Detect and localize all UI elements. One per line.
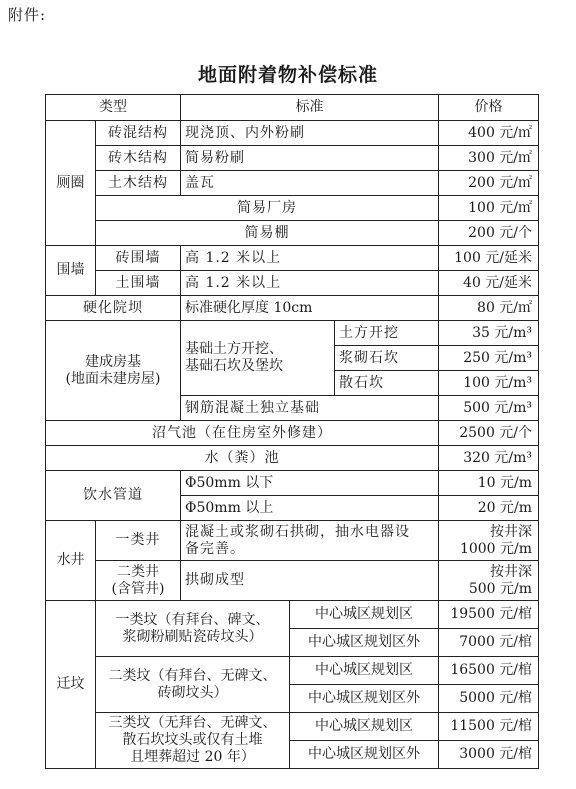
row-price: 80 元/㎡ (439, 296, 539, 321)
grave-zone: 中心城区规划区外 (290, 741, 439, 769)
row-label: 简易厂房 (96, 196, 439, 221)
row-standard: 拱砌成型 (181, 561, 439, 601)
grave-class (96, 713, 290, 769)
row-standard: Φ50mm 以上 (181, 496, 439, 521)
grave-zone: 中心城区规划区外 (290, 685, 439, 713)
group-label-wall: 围墙 (46, 246, 96, 296)
row-label: 简易棚 (96, 221, 439, 246)
row-price: 16500 元/棺 (439, 657, 539, 685)
row-standard: 现浇顶、内外粉刷 (181, 121, 439, 146)
grave-class (96, 657, 290, 713)
row-price (439, 561, 539, 601)
row-standard: 盖瓦 (181, 171, 439, 196)
row-price: 200 元/㎡ (439, 171, 539, 196)
table-row (46, 471, 539, 496)
foundation-line1: 建成房基 (85, 353, 141, 370)
well2-type-line2: (含管井) (111, 580, 165, 597)
well1-standard-line1: 混凝土或浆砌石拱砌，抽水电器设 (185, 523, 410, 540)
document-title: 地面附着物补偿标准 (197, 64, 378, 86)
table-row (46, 446, 539, 471)
row-type: 土围墙 (96, 271, 181, 296)
row-price: 500 元/m³ (439, 396, 539, 421)
grave-class-line: 二类坟（有拜台、无碑文、 (108, 667, 277, 684)
header-price: 价格 (439, 95, 539, 121)
row-standard: 高 1.2 米以上 (181, 246, 439, 271)
row-price: 35 元/m³ (439, 321, 539, 346)
row-type: 硬化院坝 (46, 296, 181, 321)
row-type (96, 561, 181, 601)
row-standard: Φ50mm 以下 (181, 471, 439, 496)
row-type: 砖木结构 (96, 146, 181, 171)
table-row (46, 657, 539, 685)
grave-zone: 中心城区规划区 (290, 713, 439, 741)
table-row (46, 561, 539, 601)
row-price: 320 元/m³ (439, 446, 539, 471)
row-price: 3000 元/棺 (439, 741, 539, 769)
row-price: 400 元/㎡ (439, 121, 539, 146)
row-price: 2500 元/个 (439, 421, 539, 446)
row-standard: 标准硬化厚度 10cm (181, 296, 439, 321)
grave-class-line: 砖砌坟头） (157, 684, 228, 701)
row-price (439, 521, 539, 561)
table-header-row (46, 95, 539, 121)
table-row (46, 246, 539, 271)
well1-price-line2: 1000 元/m (459, 540, 533, 557)
row-label: 沼气池（在住房室外修建） (46, 421, 439, 446)
grave-class-line: 一类坟（有拜台、碑文、 (115, 611, 270, 628)
foundation-sub-line2: 基础石坎及堡坎 (185, 358, 283, 374)
row-item: 浆砌石坎 (335, 346, 439, 371)
foundation-subgroup (181, 321, 335, 396)
header-standard: 标准 (181, 95, 439, 121)
table-row (46, 196, 539, 221)
row-item: 散石坎 (335, 371, 439, 396)
table-row (46, 321, 539, 346)
table-row (46, 713, 539, 741)
foundation-line2: (地面未建房屋) (65, 370, 161, 387)
grave-class (96, 601, 290, 657)
grave-class-line: 散石坎坟头或仅有土堆 (122, 732, 263, 748)
row-standard (181, 521, 439, 561)
table-row (46, 171, 539, 196)
row-price: 11500 元/棺 (439, 713, 539, 741)
group-label-toilet: 厕圈 (46, 121, 96, 246)
table-row (46, 121, 539, 146)
table-row (46, 296, 539, 321)
row-standard: 简易粉刷 (181, 146, 439, 171)
group-label-water-pipe: 饮水管道 (46, 471, 181, 521)
row-price: 10 元/m (439, 471, 539, 496)
table-row (46, 421, 539, 446)
row-type: 土木结构 (96, 171, 181, 196)
group-label-foundation (46, 321, 181, 421)
compensation-table (45, 94, 539, 769)
grave-zone: 中心城区规划区 (290, 601, 439, 629)
table-row (46, 521, 539, 561)
row-standard: 高 1.2 米以上 (181, 271, 439, 296)
grave-zone: 中心城区规划区 (290, 657, 439, 685)
well1-price-line1: 按井深 (490, 523, 533, 540)
row-price: 20 元/m (439, 496, 539, 521)
row-label: 水（粪）池 (46, 446, 439, 471)
grave-class-line: 浆砌粉刷贴瓷砖坟头） (122, 628, 263, 645)
row-price: 250 元/m³ (439, 346, 539, 371)
row-price: 40 元/延米 (439, 271, 539, 296)
foundation-sub-line1: 基础土方开挖、 (185, 341, 283, 357)
group-label-grave: 迁坟 (46, 601, 96, 769)
well1-standard-line2: 备完善。 (185, 540, 245, 557)
table-row (46, 221, 539, 246)
row-type: 一类井 (96, 521, 181, 561)
row-type: 砖围墙 (96, 246, 181, 271)
grave-class-line: 且埋葬超过 20 年） (130, 749, 255, 765)
row-price: 100 元/延米 (439, 246, 539, 271)
row-price: 300 元/㎡ (439, 146, 539, 171)
well2-price-line2: 500 元/m (468, 580, 533, 597)
row-item: 土方开挖 (335, 321, 439, 346)
row-price: 200 元/个 (439, 221, 539, 246)
group-label-well: 水井 (46, 521, 96, 601)
row-price: 19500 元/棺 (439, 601, 539, 629)
attachment-label: 附件: (8, 6, 47, 24)
table-row (46, 146, 539, 171)
row-price: 100 元/m³ (439, 371, 539, 396)
well2-price-line1: 按井深 (490, 563, 533, 580)
row-price: 100 元/㎡ (439, 196, 539, 221)
row-label: 钢筋混凝土独立基础 (181, 396, 439, 421)
grave-zone: 中心城区规划区外 (290, 629, 439, 657)
row-price: 7000 元/棺 (439, 629, 539, 657)
table-row (46, 271, 539, 296)
row-type: 砖混结构 (96, 121, 181, 146)
grave-class-line: 三类坟（无拜台、无碑文、 (108, 715, 277, 731)
well2-type-line1: 二类井 (117, 563, 159, 580)
table-row (46, 601, 539, 629)
header-type: 类型 (46, 95, 181, 121)
row-price: 5000 元/棺 (439, 685, 539, 713)
